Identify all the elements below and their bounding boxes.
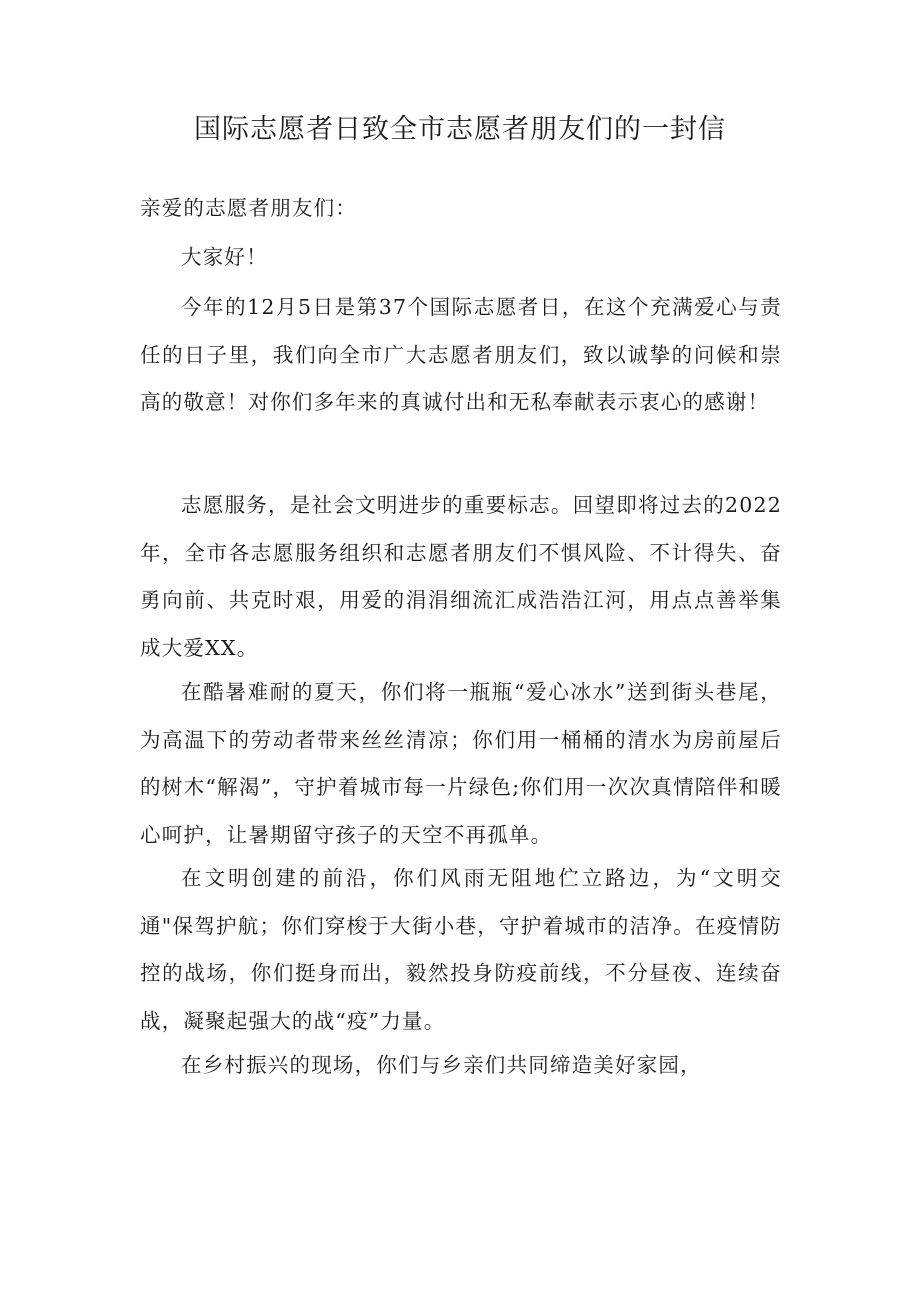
paragraph: 在文明创建的前沿，你们风雨无阻地伫立路边，为“文明交通"保驾护航；你们穿梭于大街小巷，守护着城市的洁净。在疫情防控的战场，你们挺身而出，毅然投身防疫前线，不分昼夜、连续奋战，凝聚起强大的战“疫”力量。 [140, 866, 782, 1033]
salutation: 亲爱的志愿者朋友们： [140, 196, 357, 220]
paragraph: 志愿服务，是社会文明进步的重要标志。回望即将过去的2022年，全市各志愿服务组织和志愿者朋友们不惧风险、不计得失、奋勇向前、共克时艰，用爱的涓涓细流汇成浩浩江河，用点点善举集成大爱XX。 [140, 493, 782, 660]
paragraph: 今年的12月5日是第37个国际志愿者日，在这个充满爱心与责任的日子里，我们向全市广大志愿者朋友们，致以诚挚的问候和崇高的敬意！对你们多年来的真诚付出和无私奉献表示衷心的感谢！ [140, 295, 782, 414]
paragraph: 在酷暑难耐的夏天，你们将一瓶瓶“爱心冰水”送到街头巷尾，为高温下的劳动者带来丝丝清凉；你们用一桶桶的清水为房前屋后的树木“解渴”，守护着城市每一片绿色;你们用一次次真情陪伴和暖心呵护，让暑期留守孩子的天空不再孤单。 [140, 680, 782, 847]
paragraph: 在乡村振兴的现场，你们与乡亲们共同缔造美好家园， [181, 1053, 702, 1077]
document-title: 国际志愿者日致全市志愿者朋友们的一封信 [194, 114, 726, 145]
greeting: 大家好！ [181, 245, 268, 269]
